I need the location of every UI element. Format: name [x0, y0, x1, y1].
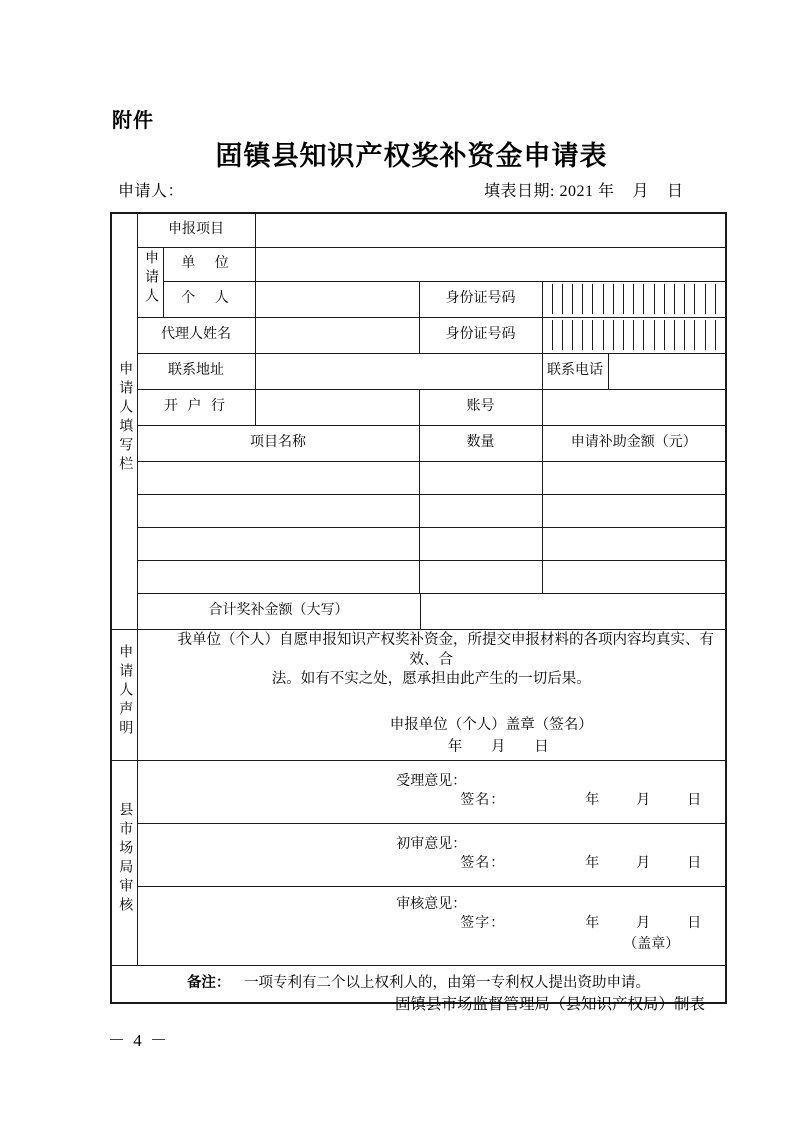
label-bank-name: 开 户 行: [137, 389, 255, 425]
id-box[interactable]: [685, 284, 695, 314]
review-preliminary-block: [137, 823, 726, 886]
review-acceptance-signature[interactable]: 签名： 年 月 日: [460, 792, 703, 808]
page-number: － 4 －: [108, 1031, 169, 1050]
declaration-date[interactable]: 年 月 日: [447, 739, 550, 756]
note-label: 备注：: [186, 974, 231, 991]
id-box[interactable]: [706, 320, 716, 350]
id-box[interactable]: [573, 284, 583, 314]
applicant-name-label: 申请人：: [118, 183, 185, 200]
declaration-signature-label: 申报单位（个人）盖章（签名）: [389, 716, 593, 733]
review-preliminary-signature[interactable]: 签名： 年 月 日: [460, 855, 703, 871]
cell-project-name[interactable]: [137, 461, 419, 494]
id-box[interactable]: [593, 320, 603, 350]
column-header-quantity: 数量: [419, 425, 542, 461]
id-box[interactable]: [655, 284, 665, 314]
cell-project-name[interactable]: [137, 494, 419, 527]
id-box[interactable]: [644, 320, 654, 350]
review-final-stamp-label: （盖章）: [623, 936, 680, 952]
table-row-review-preliminary: [111, 823, 726, 886]
cell-amount[interactable]: [542, 560, 726, 593]
label-id-number-agent: 身份证号码: [419, 317, 542, 353]
cell-amount[interactable]: [542, 494, 726, 527]
label-contact-phone: 联系电话: [542, 353, 608, 389]
section-label-applicant-fill-text: 申请人填写栏: [117, 360, 133, 475]
application-form-table: [110, 212, 727, 1004]
review-final-block: [137, 886, 726, 965]
table-row-unit: [111, 247, 726, 281]
table-row-item: [111, 560, 726, 593]
fill-date-label: 填表日期: 2021 年 月 日: [484, 183, 684, 200]
section-label-bureau-review-text: 县市场局审核: [117, 802, 133, 917]
label-declared-project: 申报项目: [137, 213, 255, 247]
label-account-number: 账号: [419, 389, 542, 425]
id-box[interactable]: [593, 284, 603, 314]
section-label-declaration-text: 申请人声明: [117, 643, 133, 739]
cell-quantity[interactable]: [419, 494, 542, 527]
table-row-agent: [111, 317, 726, 353]
field-individual[interactable]: [255, 281, 419, 317]
id-box[interactable]: [614, 320, 624, 350]
id-box[interactable]: [716, 284, 725, 314]
id-box[interactable]: [665, 284, 675, 314]
table-row-declaration: [111, 629, 726, 760]
field-id-number-individual[interactable]: [542, 281, 726, 317]
id-box[interactable]: [583, 320, 593, 350]
label-applicant-text: 申请人: [143, 250, 158, 308]
id-box[interactable]: [634, 320, 644, 350]
cell-quantity[interactable]: [419, 461, 542, 494]
column-header-subsidy-amount: 申请补助金额（元）: [542, 425, 726, 461]
table-row-total: [111, 593, 726, 629]
column-header-project-name: 项目名称: [137, 425, 419, 461]
id-box[interactable]: [655, 320, 665, 350]
id-box[interactable]: [543, 320, 553, 350]
id-box[interactable]: [604, 284, 614, 314]
id-box[interactable]: [675, 320, 685, 350]
table-row-individual: [111, 281, 726, 317]
field-id-number-agent[interactable]: [542, 317, 726, 353]
id-box[interactable]: [695, 320, 705, 350]
cell-amount[interactable]: [542, 461, 726, 494]
attachment-label: 附件: [112, 110, 154, 132]
declaration-line-1: 我单位（个人）自愿申报知识产权奖补资金，所提交申报材料的各项内容均真实、有效、合: [177, 632, 714, 668]
field-contact-phone[interactable]: [608, 353, 726, 389]
id-box[interactable]: [553, 320, 563, 350]
table-row-contact: [111, 353, 726, 389]
id-box[interactable]: [624, 284, 634, 314]
table-row-declared-project: [111, 213, 726, 247]
note-text: 一项专利有二个以上权利人的，由第一专利权人提出资助申请。: [244, 974, 651, 991]
id-box[interactable]: [665, 320, 675, 350]
review-preliminary-title: 初审意见：: [396, 836, 467, 852]
field-total-amount[interactable]: [420, 593, 726, 629]
id-box[interactable]: [553, 284, 563, 314]
id-box[interactable]: [583, 284, 593, 314]
id-box[interactable]: [706, 284, 716, 314]
table-row-review-acceptance: [111, 760, 726, 823]
id-number-grid-agent: [543, 320, 726, 350]
review-acceptance-block: [137, 760, 726, 823]
field-contact-address[interactable]: [255, 353, 542, 389]
field-unit[interactable]: [255, 247, 726, 281]
id-box[interactable]: [543, 284, 553, 314]
issuer-line: 固镇县市场监督管理局（县知识产权局）制表: [394, 996, 705, 1013]
table-row-bank: [111, 389, 726, 425]
id-box[interactable]: [685, 320, 695, 350]
id-number-grid-individual: [543, 284, 726, 314]
label-total-amount: 合计奖补金额（大写）: [137, 593, 420, 629]
table-row-item-header: [111, 425, 726, 461]
id-box[interactable]: [573, 320, 583, 350]
id-box[interactable]: [563, 284, 573, 314]
label-unit: 单 位: [163, 247, 255, 281]
id-box[interactable]: [634, 284, 644, 314]
id-box[interactable]: [716, 320, 725, 350]
label-individual: 个 人: [163, 281, 255, 317]
declaration-line-2: 法。如有不实之处，愿承担由此产生的一切后果。: [271, 671, 591, 688]
section-label-declaration: [111, 629, 137, 760]
id-box[interactable]: [563, 320, 573, 350]
page-title: 固镇县知识产权奖补资金申请表: [215, 141, 608, 171]
id-box[interactable]: [675, 284, 685, 314]
review-final-title: 审核意见：: [396, 897, 467, 913]
id-box[interactable]: [614, 284, 624, 314]
label-id-number-individual: 身份证号码: [419, 281, 542, 317]
id-box[interactable]: [604, 320, 614, 350]
table-row-item: [111, 494, 726, 527]
id-box[interactable]: [644, 284, 654, 314]
cell-quantity[interactable]: [419, 560, 542, 593]
field-account-number[interactable]: [542, 389, 726, 425]
declaration-content: [137, 629, 726, 760]
field-declared-project[interactable]: [255, 213, 726, 247]
section-label-applicant-fill: [111, 213, 137, 629]
table-row-item: [111, 527, 726, 560]
cell-quantity[interactable]: [419, 527, 542, 560]
id-box[interactable]: [624, 320, 634, 350]
table-row-review-final: [111, 886, 726, 965]
review-acceptance-title: 受理意见：: [396, 773, 467, 789]
label-applicant: [137, 247, 163, 317]
table-row-item: [111, 461, 726, 494]
id-box[interactable]: [695, 284, 705, 314]
section-label-bureau-review: [111, 760, 137, 965]
label-contact-address: 联系地址: [137, 353, 255, 389]
cell-project-name[interactable]: [137, 560, 419, 593]
field-agent-name[interactable]: [255, 317, 419, 353]
review-final-signature[interactable]: 签字： 年 月 日: [460, 916, 703, 932]
label-agent-name: 代理人姓名: [137, 317, 255, 353]
cell-project-name[interactable]: [137, 527, 419, 560]
field-bank-name[interactable]: [255, 389, 419, 425]
cell-amount[interactable]: [542, 527, 726, 560]
